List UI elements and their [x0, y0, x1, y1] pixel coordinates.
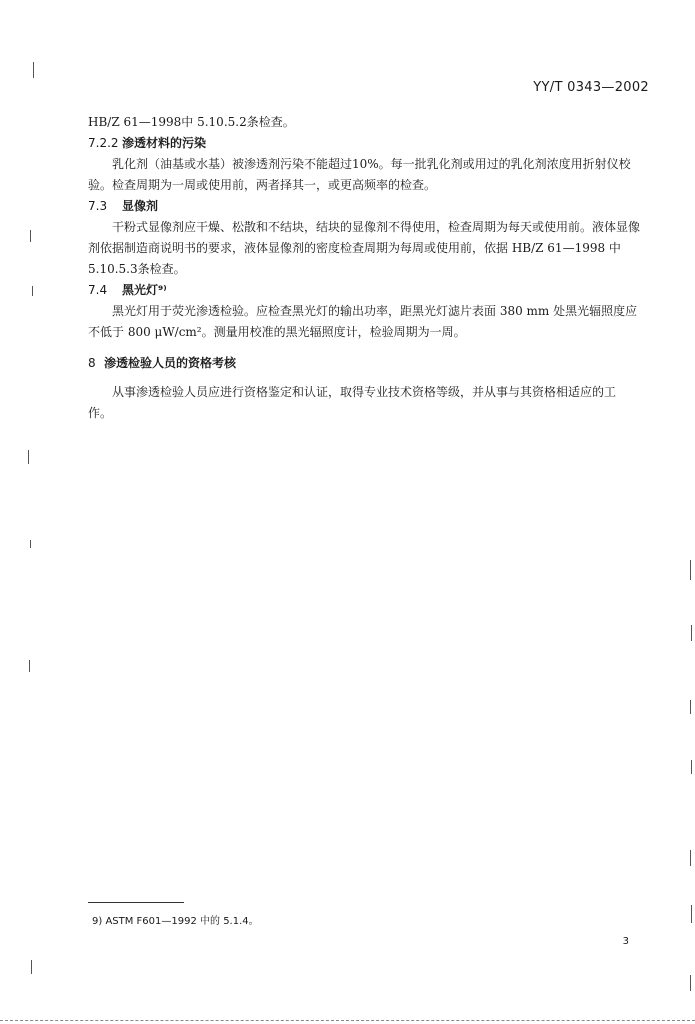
heading-7-3 — [88, 196, 648, 217]
scan-mark-right — [691, 625, 692, 641]
footnote: 9) ASTM F601—1992 中的 5.1.4。 — [92, 916, 259, 927]
paragraph-line: 乳化剂（油基或水基）被渗透剂污染不能超过10%。每一批乳化剂或用过的乳化剂浓度用折射仪校 — [112, 157, 631, 171]
heading-7-4 — [88, 280, 648, 301]
heading-number: 7.2.2 — [88, 136, 119, 150]
paragraph-line: HB/Z 61—1998中 5.10.5.2条检查。 — [88, 115, 295, 129]
scan-mark-right — [690, 975, 691, 991]
scan-mark-left — [32, 286, 33, 296]
scan-mark-left — [33, 62, 34, 78]
heading-title: 渗透材料的污染 — [122, 136, 207, 150]
paragraph-line: 干粉式显像剂应干燥、松散和不结块，结块的显像剂不得使用，检查周期为每天或使用前。液体显像 — [112, 220, 641, 234]
paragraph-line: 不低于 800 μW/cm²。测量用校准的黑光辐照度计，检验周期为一周。 — [88, 325, 466, 339]
scan-mark-left — [29, 660, 30, 672]
scan-mark-left — [30, 540, 31, 548]
heading-title: 显像剂 — [122, 199, 159, 213]
scan-mark-right — [691, 760, 692, 774]
scan-mark-right — [690, 560, 691, 580]
heading-title: 渗透检验人员的资格考核 — [104, 356, 237, 370]
heading-8 — [88, 353, 648, 374]
scan-bottom-edge — [0, 1020, 695, 1022]
heading-title: 黑光灯⁹⁾ — [122, 283, 167, 297]
document-body — [88, 112, 648, 424]
scan-mark-right — [690, 850, 691, 866]
paragraph-line: 作。 — [88, 406, 113, 420]
scan-mark-right — [691, 905, 692, 923]
page-number: 3 — [622, 936, 629, 947]
paragraph-line: 5.10.5.3条检查。 — [88, 262, 186, 276]
heading-number: 7.4 — [88, 283, 108, 297]
paragraph-line: 验。检查周期为一周或使用前，两者择其一，或更高频率的检查。 — [88, 178, 437, 192]
scan-mark-left — [31, 960, 32, 974]
paragraph-line: 黑光灯用于荧光渗透检验。应检查黑光灯的输出功率，距黑光灯滤片表面 380 mm 处黑光辐照度应 — [112, 304, 638, 318]
heading-7-2-2 — [88, 133, 648, 154]
heading-number: 7.3 — [88, 199, 108, 213]
paragraph-line: 剂依据制造商说明书的要求，液体显像剂的密度检查周期为每周或使用前，依据 HB/Z 61—1998 中 — [88, 241, 621, 255]
scan-mark-left — [30, 230, 31, 242]
scan-mark-left — [28, 450, 29, 464]
paragraph-line: 从事渗透检验人员应进行资格鉴定和认证，取得专业技术资格等级，并从事与其资格相适应的工 — [112, 385, 617, 399]
document-code-header: YY/T 0343—2002 — [533, 80, 649, 95]
footnote-divider — [88, 902, 184, 903]
heading-number: 8 — [88, 356, 96, 370]
scan-mark-right — [690, 700, 691, 714]
